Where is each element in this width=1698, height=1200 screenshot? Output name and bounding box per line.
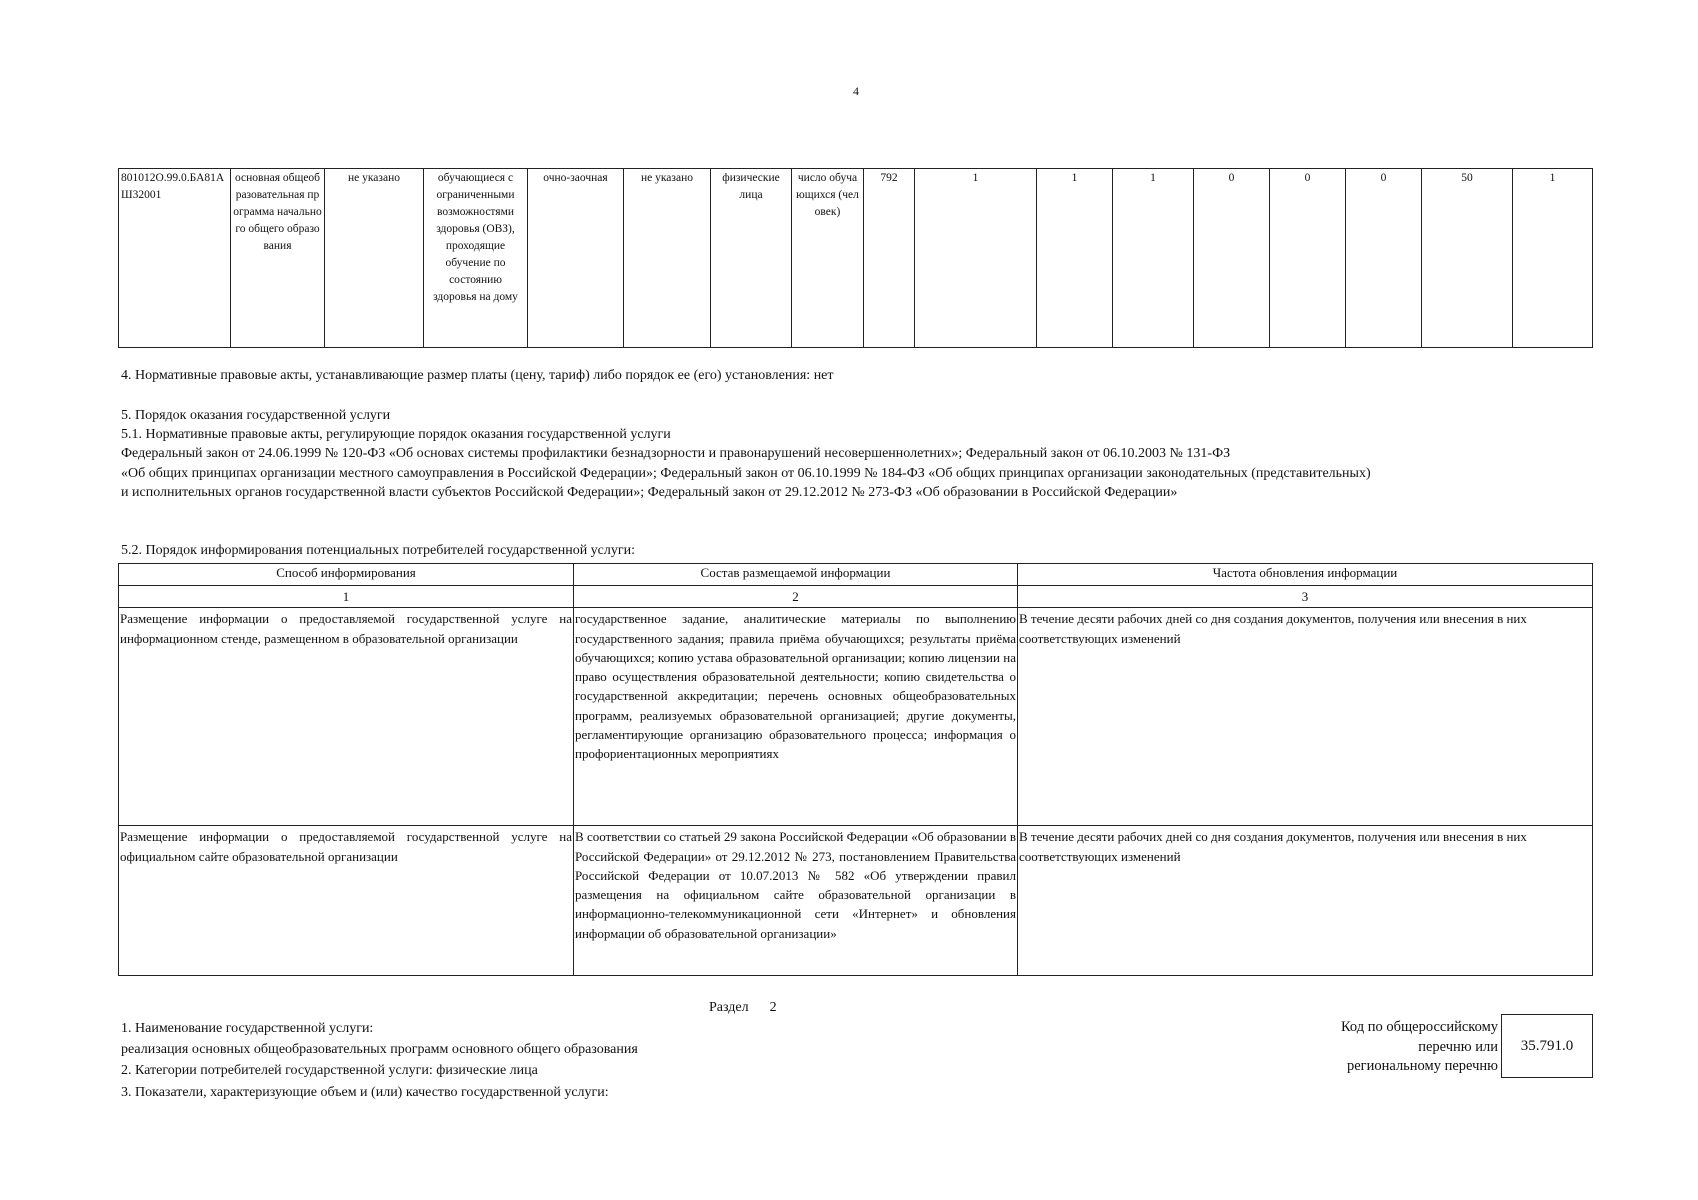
content-cell: В соответствии со статьей 29 закона Российской Федерации «Об образовании в Российской Федерации» от 29.12.2012 № 273, постановлением Правительства Российской Федерации от 10.07.2013 № 582 «Об утверждении правил размещения на официальном сайте образовательной организации в информационно-телекоммуникационной сети «Интернет» и обновления информации об образовательной организации»	[574, 826, 1018, 976]
section-5-1-line: и исполнительных органов государственной власти субъектов Российской Федерации»; Федеральный закон от 29.12.2012 № 273-ФЗ «Об образовании в Российской Федерации»	[121, 485, 1178, 500]
value-cell: 1	[1113, 169, 1194, 348]
section-5-title: 5. Порядок оказания государственной услуги	[121, 408, 391, 423]
section-5-2-title: 5.2. Порядок информирования потенциальных потребителей государственной услуги:	[121, 543, 636, 558]
section-5-1-title: 5.1. Нормативные правовые акты, регулирующие порядок оказания государственной услуги	[121, 427, 671, 442]
information-table	[118, 563, 1593, 976]
section-heading	[709, 998, 777, 1017]
code-label-line: региональному перечню	[1346, 1058, 1498, 1074]
section-number: 2	[769, 1000, 777, 1015]
column-header: Способ информирования	[119, 564, 574, 586]
section-5-1-line: Федеральный закон от 24.06.1999 № 120-ФЗ «Об основах системы профилактики безнадзорности и правонарушений несовершеннолетних»; Федеральный закон от 06.10.2003 № 131-ФЗ	[121, 446, 1231, 461]
okei-code-cell: 792	[864, 169, 915, 348]
service-volume-table	[118, 168, 1593, 348]
value-cell: 0	[1194, 169, 1270, 348]
value-cell: 1	[915, 169, 1037, 348]
service-name-title: 1. Наименование государственной услуги:	[121, 1021, 374, 1036]
method-cell: Размещение информации о предоставляемой государственной услуге на официальном сайте образовательной организации	[119, 826, 574, 976]
column-number: 1	[119, 586, 574, 608]
table-row	[119, 169, 1593, 348]
value-cell: 1	[1513, 169, 1593, 348]
code-label-line: Код по общероссийскому	[1340, 1019, 1498, 1035]
table-number-row	[119, 586, 1593, 608]
column-header: Состав размещаемой информации	[574, 564, 1018, 586]
frequency-cell: В течение десяти рабочих дней со дня создания документов, получения или внесения в них соответствующих изменений	[1018, 608, 1593, 826]
value-cell: 0	[1346, 169, 1422, 348]
frequency-cell: В течение десяти рабочих дней со дня создания документов, получения или внесения в них соответствующих изменений	[1018, 826, 1593, 976]
registry-number-cell: 801012О.99.0.БА81АШ32001	[119, 169, 231, 348]
indicator-cell: число обучающихся (человек)	[792, 169, 864, 348]
code-value-box: 35.791.0	[1501, 1014, 1593, 1078]
service-name-value: реализация основных общеобразовательных программ основного общего образования	[121, 1042, 638, 1057]
value-cell: 1	[1037, 169, 1113, 348]
program-cell: основная общеобразовательная программа начального общего образования	[231, 169, 325, 348]
value-cell: 50	[1422, 169, 1513, 348]
table-row	[119, 608, 1593, 826]
method-cell: Размещение информации о предоставляемой государственной услуге на информационном стенде, размещенном в образовательной организации	[119, 608, 574, 826]
column-number: 2	[574, 586, 1018, 608]
value-cell: 0	[1270, 169, 1346, 348]
section-5-1-line: «Об общих принципах организации местного самоуправления в Российской Федерации»; Федеральный закон от 06.10.1999 № 184-ФЗ «Об общих принципах организации законодательных (представительных)	[121, 466, 1371, 481]
section-4-text: 4. Нормативные правовые акты, устанавливающие размер платы (цену, тариф) либо порядок ее (его) установления: нет	[121, 368, 834, 383]
form-cell: очно-заочная	[528, 169, 624, 348]
code-label-line: перечню или	[1418, 1038, 1498, 1055]
standard-cell: не указано	[325, 169, 424, 348]
consumer-category: 2. Категории потребителей государственной услуги: физические лица	[121, 1063, 538, 1078]
code-label	[1341, 1018, 1498, 1077]
column-header: Частота обновления информации	[1018, 564, 1593, 586]
column-number: 3	[1018, 586, 1593, 608]
period-cell: не указано	[624, 169, 711, 348]
section-label: Раздел	[709, 1000, 749, 1015]
content-cell: государственное задание, аналитические материалы по выполнению государственного задания; правила приёма обучающихся; результаты приёма обучающихся; копию устава образовательной организации; копию лицензии на право осуществления образовательной деятельности; копию свидетельства о государственной аккредитации; перечень основных общеобразовательных программ, реализуемых образовательной организацией; другие документы, регламентирующие организацию образовательного процесса; информация о профориентационных мероприятиях	[574, 608, 1018, 826]
table-header-row	[119, 564, 1593, 586]
indicators-title: 3. Показатели, характеризующие объем и (или) качество государственной услуги:	[121, 1085, 609, 1100]
consumers-cell: физические лица	[711, 169, 792, 348]
page-number: 4	[853, 84, 859, 98]
category-cell: обучающиеся с ограниченными возможностями здоровья (ОВЗ), проходящие обучение по состоянию здоровья на дому	[424, 169, 528, 348]
table-row	[119, 826, 1593, 976]
